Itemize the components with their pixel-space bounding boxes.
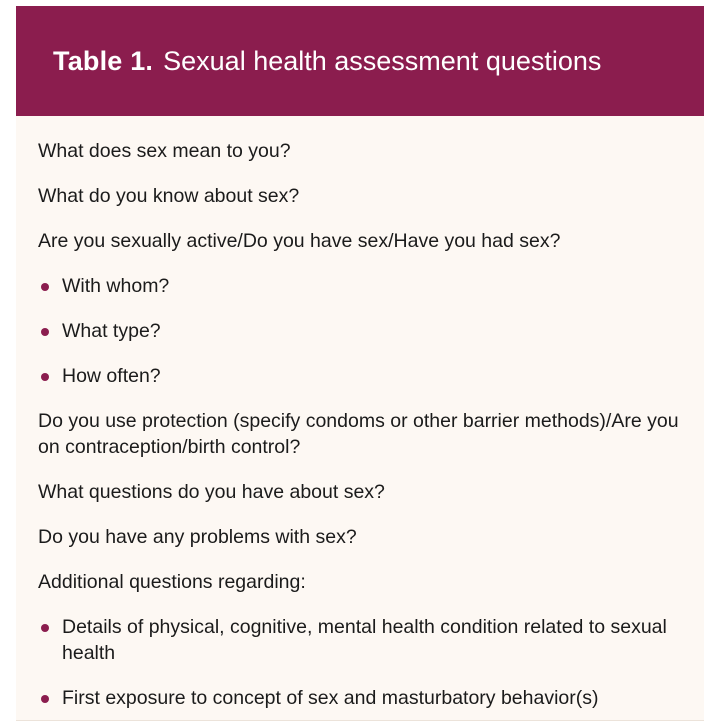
table-header <box>16 6 704 116</box>
question-problems: Do you have any problems with sex? <box>38 526 357 548</box>
question-have-questions: What questions do you have about sex? <box>38 481 385 503</box>
question-meaning: What does sex mean to you? <box>38 140 291 162</box>
question-sexually-active: Are you sexually active/Do you have sex/Have you had sex? <box>38 230 561 252</box>
table-body <box>16 116 704 711</box>
bullet-dot-icon <box>41 373 49 381</box>
bullet-dot-icon <box>41 328 49 336</box>
list-item-text: What type? <box>62 320 161 342</box>
question-protection: Do you use protection (specify condoms or other barrier methods)/Are you on contraception/birth control? <box>38 410 679 458</box>
table-panel <box>16 6 704 721</box>
table-title: Sexual health assessment questions <box>163 45 602 76</box>
bullet-dot-icon <box>41 624 49 632</box>
list-item <box>38 363 684 389</box>
list-item-text: How often? <box>62 365 161 387</box>
bullet-dot-icon <box>41 283 49 291</box>
list-item-text: With whom? <box>62 275 170 297</box>
list-item-text: Details of physical, cognitive, mental health condition related to sexual health <box>62 616 667 664</box>
list-item <box>38 685 684 711</box>
question-knowledge: What do you know about sex? <box>38 185 300 207</box>
list-item <box>38 614 684 666</box>
list-item <box>38 273 684 299</box>
table-label: Table 1. <box>53 45 154 76</box>
additional-questions-heading: Additional questions regarding: <box>38 571 306 593</box>
bullet-dot-icon <box>41 695 49 703</box>
list-item <box>38 318 684 344</box>
list-item-text: First exposure to concept of sex and masturbatory behavior(s) <box>62 687 599 709</box>
